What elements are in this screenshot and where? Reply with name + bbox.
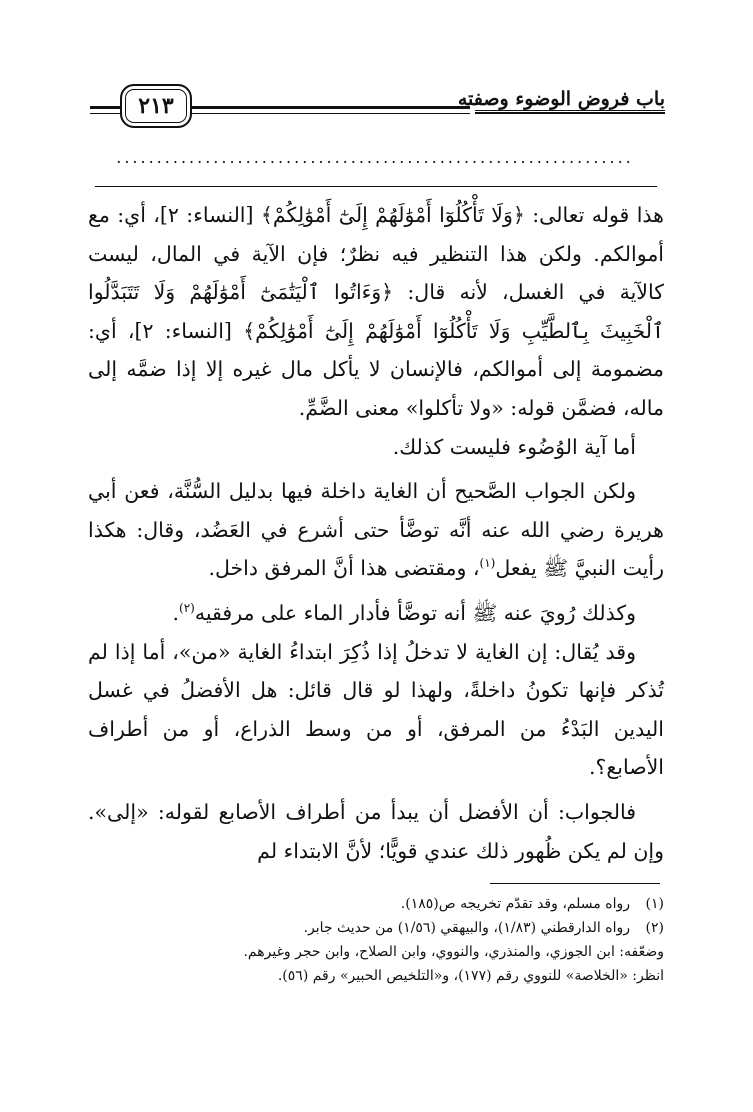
footnote-text: رواه مسلم، وقد تقدّم تخريجه ص(١٨٥). [400, 896, 630, 912]
paragraph-text: ولكن الجواب الصَّحيح أن الغاية داخلة فيها بدليل السُّنَّة، فعن أبي هريرة رضي الله عنه أنَّه توضَّأ حتى أشرع في العَضُد، وقال: هكذا رأيت النبيَّ ﷺ يفعل [88, 479, 664, 581]
header-rule-right [475, 110, 665, 114]
footnote-ref-1: (١) [479, 556, 496, 571]
footnote-continuation: وضعّفه: ابن الجوزي، والمنذري، والنووي، وابن الصلاح، وابن حجر وغيرهم. [243, 944, 664, 960]
paragraph-text: وكذلك رُويَ عنه ﷺ أنه توضَّأ فأدار الماء على مرفقيه [194, 600, 636, 625]
paragraph: هذا قوله تعالى: ﴿وَلَا تَأْكُلُوٓا أَمْوَٰلَهُمْ إِلَىٰٓ أَمْوَٰلِكُمْ﴾ [النساء: ٢]، أي: مع أموالكم. ولكن هذا التنظير فيه نظرٌ؛ فإن الآية في المال، ليست كالآية في الغسل، لأنه قال: ﴿وَءَاتُوا ٱلْيَتَٰمَىٰٓ أَمْوَٰلَهُمْ وَلَا تَتَبَدَّلُوا ٱلْخَبِيثَ بِٱلطَّيِّبِ وَلَا تَأْكُلُوٓا أَمْوَٰلَهُمْ إِلَىٰٓ أَمْوَٰلِكُمْ﴾ [النساء: ٢]، أي: مضمومة إلى أموالكم، فالإنسان لا يأكل مال غيره إلا إذا ضمَّه إلى ماله، فضمَّن قوله: «ولا تأكلوا» معنى الضَّمِّ. [88, 203, 665, 420]
paragraph: أما آية الوُضُوء فليست كذلك. [392, 434, 636, 459]
main-text [88, 196, 664, 870]
chapter-title: باب فروض الوضوء وصفته [457, 88, 665, 110]
footnotes [88, 892, 664, 988]
footnote-text: رواه الدارقطني (١/٨٣)، والبيهقي (١/٥٦) من حديث جابر. [303, 920, 630, 936]
paragraph [88, 594, 664, 633]
footnote-number: (٢) [645, 920, 664, 936]
dotted-separator: ................................................................ [116, 148, 634, 167]
paragraph: وقد يُقال: إن الغاية لا تدخلُ إذا ذُكِرَ ابتداءُ الغاية «من»، أما إذا لم تُذكر فإنها تكونُ داخلةً، ولهذا لو قال قائل: هل الأفضلُ في غسل اليدين البَدْءُ من المرفق، أو من وسط الذراع، أو من أطراف الأصابع؟. [88, 639, 664, 780]
footnote-rule [490, 883, 660, 884]
paragraph-text: . [172, 600, 180, 625]
text-top-rule [95, 186, 657, 187]
footnote-continuation: انظر: «الخلاصة» للنووي رقم (١٧٧)، و«التلخيص الحبير» رقم (٥٦). [277, 968, 664, 984]
footnote [88, 916, 664, 940]
footnote-number: (١) [645, 896, 664, 912]
page-header [90, 82, 665, 130]
page-number: ٢١٣ [120, 84, 192, 128]
footnote [88, 892, 664, 916]
paragraph [88, 472, 664, 588]
paragraph: فالجواب: أن الأفضل أن يبدأ من أطراف الأصابع لقوله: «إلى». وإن لم يكن ظُهور ذلك عندي قويًّا؛ لأنَّ الابتداء لم [88, 799, 664, 863]
footnote-ref-2: (٢) [179, 601, 195, 616]
paragraph-text: ، ومقتضى هذا أنَّ المرفق داخل. [208, 556, 480, 581]
